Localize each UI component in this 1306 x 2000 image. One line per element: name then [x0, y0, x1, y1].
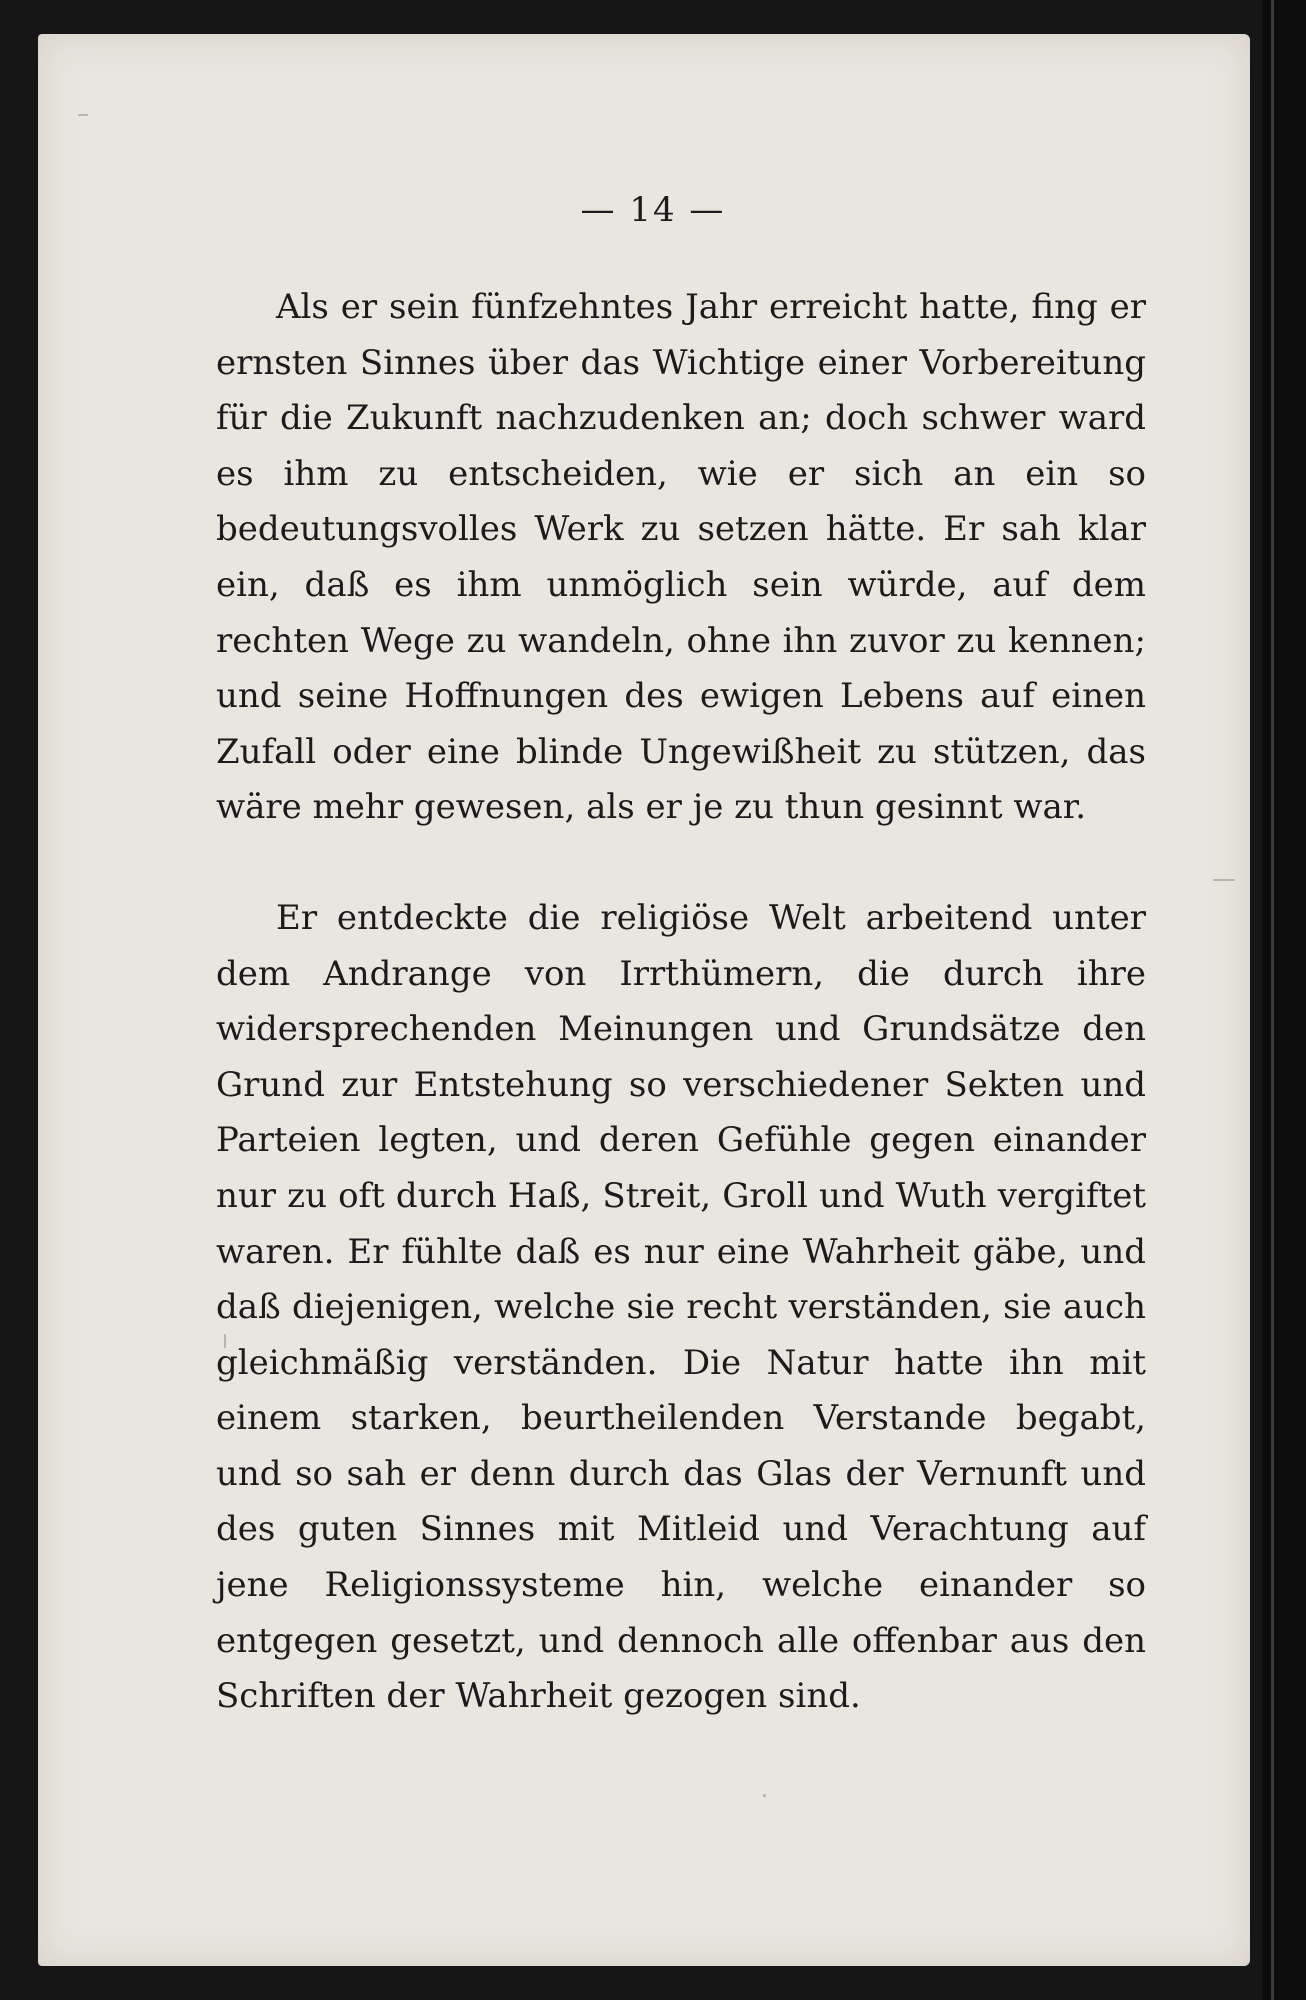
- paragraph: Als er sein fünfzehntes Jahr erreicht hatte, fing er ernsten Sinnes über das Wichtige einer Vorbereitung für die Zukunft nachzudenken an; doch schwer ward es ihm zu entscheiden, wie er sich an ein so bedeutungsvolles Werk zu setzen hätte. Er sah klar ein, daß es ihm unmöglich sein würde, auf dem rechten Wege zu wandeln, ohne ihn zuvor zu kennen; und seine Hoffnungen des ewigen Lebens auf einen Zufall oder eine blinde Ungewißheit zu stützen, das wäre mehr gewesen, als er je zu thun gesinnt war.: [216, 287, 1146, 828]
- page-number: — 14 —: [580, 190, 726, 230]
- body-text: [216, 280, 1146, 1725]
- book-binding-line: [1271, 0, 1274, 2000]
- paper-speck: [78, 114, 88, 116]
- paper-speck: [1213, 879, 1235, 881]
- paragraph: Er entdeckte die religiöse Welt arbeitend unter dem Andrange von Irrthümern, die durch ihre widersprechenden Meinungen und Grundsätze den Grund zur Entstehung so verschiedener Sekten und Parteien legten, und deren Gefühle gegen einander nur zu oft durch Haß, Streit, Groll und Wuth vergiftet waren. Er fühlte daß es nur eine Wahrheit gäbe, und daß diejenigen, welche sie recht verständen, sie auch gleichmäßig verständen. Die Natur hatte ihn mit einem starken, beurtheilenden Verstande begabt, und so sah er denn durch das Glas der Vernunft und des guten Sinnes mit Mitleid und Verachtung auf jene Religionssysteme hin, welche einander so entgegen gesetzt, und dennoch alle offenbar aus den Schriften der Wahrheit gezogen sind.: [216, 897, 1146, 1717]
- book-binding-edge: [1262, 0, 1306, 2000]
- paper-speck: [763, 1794, 766, 1797]
